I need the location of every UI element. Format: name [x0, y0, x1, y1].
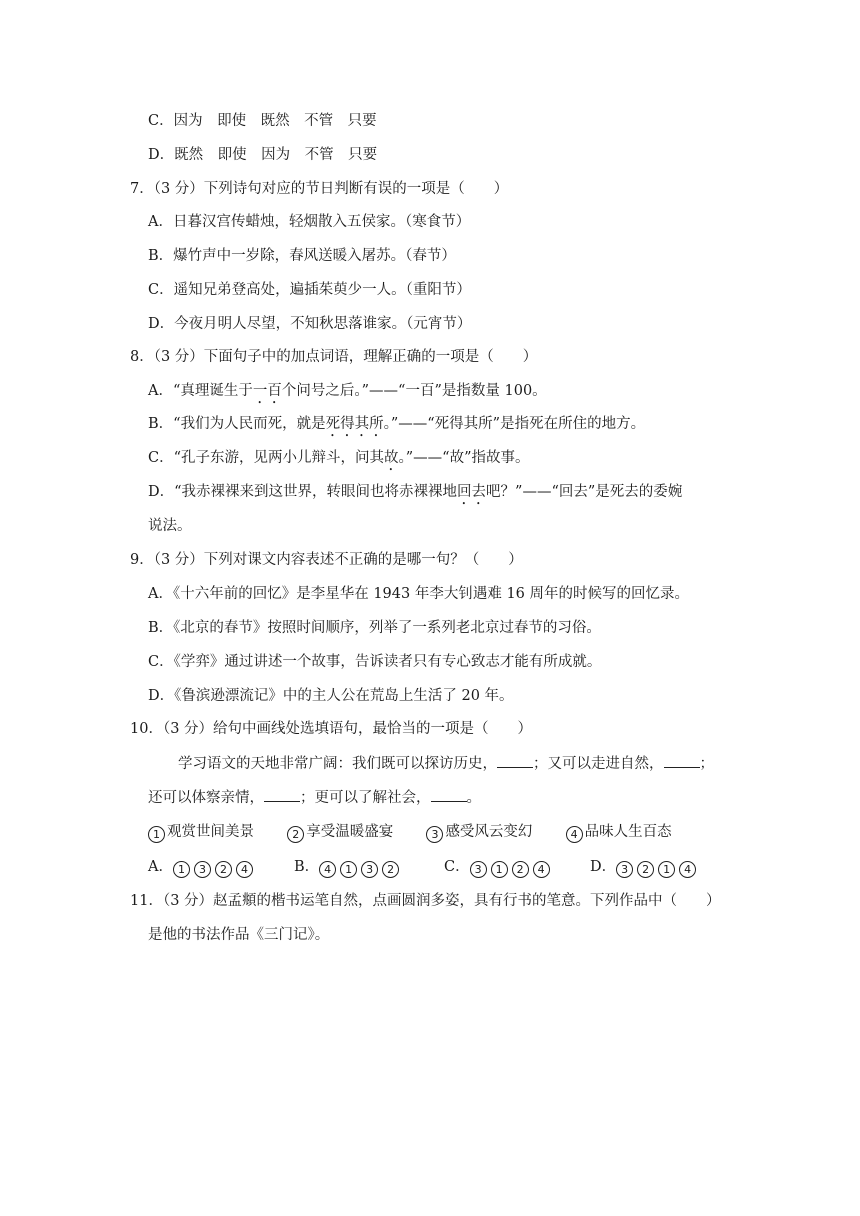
q10-passage-line2	[148, 787, 481, 808]
choice-letter: A．	[148, 859, 173, 875]
q8-option-d	[148, 482, 682, 508]
choice-c	[444, 857, 590, 878]
choice-letter: B．	[294, 859, 320, 875]
circled-number: 4	[319, 861, 336, 878]
circled-number: 2	[215, 861, 232, 878]
circled-number: 3	[426, 826, 443, 843]
choice-a	[148, 857, 294, 878]
q7-stem: 7．（3 分）下列诗句对应的节日判断有误的一项是（ ）	[130, 181, 509, 197]
circled-number: 2	[382, 861, 399, 878]
phrase-text: 品味人生百态	[584, 824, 672, 840]
circled-number: 1	[340, 861, 357, 878]
phrase-2	[287, 824, 393, 840]
q8-b-pre: B．“我们为人民而死，就是	[148, 416, 326, 432]
circled-number: 2	[637, 861, 654, 878]
circled-number: 1	[148, 826, 165, 843]
circled-number: 3	[616, 861, 633, 878]
q7-option-a: A．日暮汉宫传蜡烛，轻烟散入五侯家。（寒食节）	[148, 214, 471, 230]
q9-option-b: B．《北京的春节》按照时间顺序，列举了一系列老北京过春节的习俗。	[148, 620, 601, 636]
passage-text: 。	[466, 790, 481, 806]
q7-option-c: C．遥知兄弟登高处，遍插茱萸少一人。（重阳节）	[148, 282, 471, 298]
passage-text: ；又可以走进自然，	[533, 756, 664, 772]
q6-option-d: D．既然 即使 因为 不管 只要	[148, 147, 378, 163]
q6-option-c: C．因为 即使 既然 不管 只要	[148, 113, 377, 129]
phrase-text: 感受风云变幻	[445, 824, 533, 840]
passage-text: ；更可以了解社会，	[300, 790, 431, 806]
circled-number: 4	[566, 826, 583, 843]
circled-number: 3	[194, 861, 211, 878]
q8-option-d-continued: 说法。	[148, 518, 192, 534]
q10-phrases	[148, 822, 672, 843]
phrase-1	[148, 824, 254, 840]
fill-blank-4	[431, 787, 467, 802]
q8-option-b	[148, 414, 645, 440]
q9-stem: 9．（3 分）下列对课文内容表述不正确的是哪一句？（ ）	[130, 552, 523, 568]
circled-number: 1	[658, 861, 675, 878]
circled-number: 3	[361, 861, 378, 878]
passage-text: ；	[699, 756, 714, 772]
q10-passage-line1	[178, 753, 714, 774]
q8-stem: 8．（3 分）下面句子中的加点词语，理解正确的一项是（ ）	[130, 349, 538, 365]
circled-number: 2	[512, 861, 529, 878]
q7-option-b: B．爆竹声中一岁除，春风送暖入屠苏。（春节）	[148, 248, 456, 264]
phrase-text: 享受温暖盛宴	[306, 824, 394, 840]
choice-letter: C．	[444, 859, 470, 875]
q8-b-dotted: 死得其所	[325, 416, 384, 432]
circled-number: 4	[236, 861, 253, 878]
circled-number: 1	[173, 861, 190, 878]
q8-option-c	[148, 448, 530, 474]
circled-number: 4	[533, 861, 550, 878]
q8-b-post: 。”——“死得其所”是指死在所住的地方。	[383, 416, 646, 432]
q7-option-d: D．今夜月明人尽望，不知秋思落谁家。（元宵节）	[148, 316, 472, 332]
circled-number: 4	[679, 861, 696, 878]
passage-text: 学习语文的天地非常广阔：我们既可以探访历史，	[178, 756, 497, 772]
q8-a-post: 个问号之后。”——“一百”是指数量 100。	[281, 383, 547, 399]
q11-stem-line2: 是他的书法作品《三门记》。	[148, 927, 330, 943]
q8-c-dotted: 故	[384, 450, 399, 466]
q9-option-a: A．《十六年前的回忆》是李星华在 1943 年李大钊遇难 16 周年的时候写的回忆录。	[148, 586, 690, 602]
phrase-3	[426, 824, 532, 840]
fill-blank-3	[264, 787, 300, 802]
choice-letter: D．	[590, 859, 617, 875]
q10-choices	[148, 857, 698, 878]
q8-d-pre: D．“我赤裸裸来到这世界，转眼间也将赤裸裸地	[148, 484, 458, 500]
choice-b	[294, 857, 444, 878]
q8-d-dotted: 回去	[457, 484, 487, 500]
circled-number: 1	[491, 861, 508, 878]
q9-option-c: C．《学弈》通过讲述一个故事，告诉读者只有专心致志才能有所成就。	[148, 654, 602, 670]
q10-stem: 10．（3 分）给句中画线处选填语句，最恰当的一项是（ ）	[130, 721, 533, 737]
phrase-text: 观赏世间美景	[167, 824, 254, 840]
q8-a-pre: A．“真理诞生于	[148, 383, 253, 399]
choice-d	[590, 859, 698, 875]
q9-option-d: D．《鲁滨逊漂流记》中的主人公在荒岛上生活了 20 年。	[148, 688, 514, 704]
fill-blank-1	[497, 753, 533, 768]
passage-text: 还可以体察亲情，	[148, 790, 264, 806]
q8-option-a	[148, 381, 547, 407]
phrase-4	[566, 824, 672, 840]
circled-number: 3	[470, 861, 487, 878]
q8-a-dotted: 一百	[252, 383, 282, 399]
fill-blank-2	[664, 753, 700, 768]
q11-stem-line1: 11．（3 分）赵孟頫的楷书运笔自然，点画圆润多姿，具有行书的笔意。下列作品中（ ）	[130, 893, 721, 909]
q8-d-post: 吧？”——“回去”是死去的委婉	[486, 484, 683, 500]
circled-number: 2	[287, 826, 304, 843]
q8-c-post: 。”——“故”指故事。	[398, 450, 530, 466]
q8-c-pre: C．“孔子东游，见两小儿辩斗，问其	[148, 450, 385, 466]
